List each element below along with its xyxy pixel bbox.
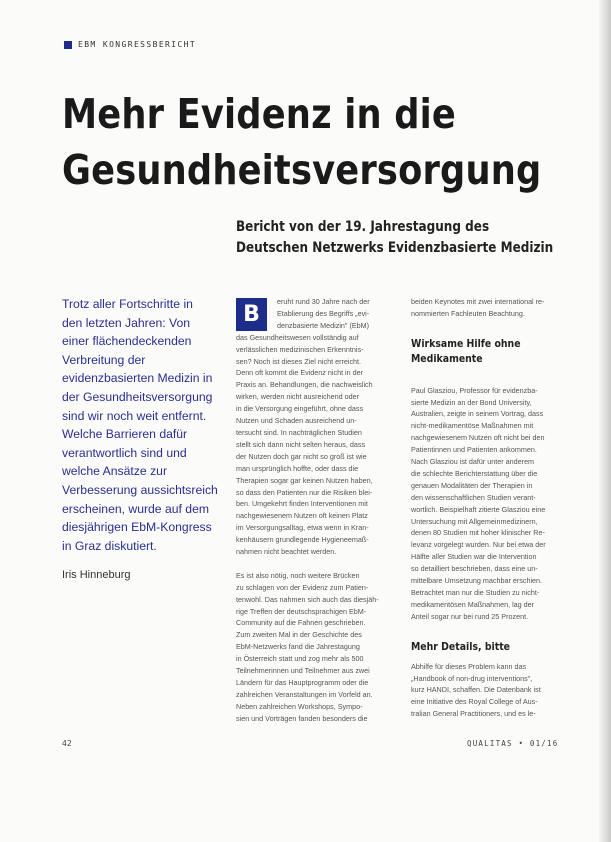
body-text-line: rige Treffen der deutschsprachigen EbM- xyxy=(236,606,367,616)
body-text-line: Anteil sogar nur bei rund 25 Prozent. xyxy=(411,611,529,621)
body-text-line: der Nutzen doch gar nicht so groß ist wie xyxy=(236,451,367,461)
paragraph-gap xyxy=(411,373,571,385)
kicker-label: EBM KONGRESSBERICHT xyxy=(78,40,197,49)
body-text-line: zu schlagen von der Evidenz zum Patien- xyxy=(236,582,369,592)
body-text-line: Teilnehmerinnen und Teilnehmer aus zwei xyxy=(236,666,370,676)
body-text-line: Nach Glasziou ist dafür unter anderem xyxy=(411,457,535,467)
body-text-line: Praxis an. Behandlungen, die nachweislich xyxy=(236,380,373,390)
body-text-line: eine Initiative des Royal College of Aus- xyxy=(411,697,538,707)
body-text-line: genauen Modalitäten der Therapien in xyxy=(411,480,533,490)
lead-text-line: der Gesundheitsversorgung xyxy=(62,389,213,404)
blue-square-icon xyxy=(64,41,72,49)
body-text-line: Untersuchung mit Allgemeinmedizinern, xyxy=(411,516,538,526)
body-text-line: Ländern für das Hauptprogramm oder die xyxy=(236,677,369,687)
lead-text-line: den letzten Jahren: Von xyxy=(62,315,191,330)
article-subheadline xyxy=(236,217,568,259)
body-text-line: das Gesundheitswesen vollständig auf xyxy=(236,332,359,342)
body-column-2 xyxy=(411,296,571,720)
body-text-line: tralian General Practitioners, und es le- xyxy=(411,709,536,719)
body-text-line: stellt sich dann nicht selten heraus, dass xyxy=(236,439,366,449)
dropcap-letter: B xyxy=(236,298,267,331)
body-text-line: nachgewiesenem Nutzen oft nicht bei den xyxy=(411,433,545,443)
body-text-line: Betrachtet man nur die Studien zu nicht- xyxy=(411,588,540,597)
body-text-line: Neben zahlreichen Workshops, Sympo- xyxy=(236,701,363,711)
body-text-line: sen? Noch ist dieses Ziel nicht erreicht. xyxy=(236,356,362,366)
body-text-line: in die Versorgung eingeführt, ohne dass xyxy=(236,404,364,414)
body-text-line: die schlechte Berichterstattung über die xyxy=(411,468,538,478)
body-text-line: Paul Glasziou, Professor für evidenzba- xyxy=(411,385,538,395)
body-text-line: zahlreichen Veranstaltungen im Vorfeld an. xyxy=(236,689,373,699)
lead-text-line: diesjährigen EbM-Kongress xyxy=(62,520,212,535)
body-text-line: sien und Vorträgen fanden besonders die xyxy=(236,713,368,723)
author-name: Iris Hinneburg xyxy=(62,569,131,581)
body-text-line: nachgewiesenem Nutzen oft keinen Platz xyxy=(236,511,368,521)
page-number: 42 xyxy=(62,739,72,748)
body-text-line: man ursprünglich hoffte, oder dass die xyxy=(236,463,359,473)
body-text-line: kurz HANDI, schaffen. Die Datenbank ist xyxy=(411,685,541,695)
lead-text-line: evidenzbasierten Medizin in xyxy=(62,371,213,386)
paragraph-gap xyxy=(236,558,400,570)
body-text-line: Zum zweiten Mal in der Geschichte des xyxy=(236,630,362,640)
paragraph-gap xyxy=(411,320,571,332)
lead-text-line: Welche Barrieren dafür xyxy=(62,427,188,442)
lead-text-line: verantwortlich sind und xyxy=(62,445,187,460)
lead-text-line: Verbesserung aussichtsreich xyxy=(62,482,218,497)
body-text-line: im Versorgungsalltag, etwa wenn in Kran- xyxy=(236,523,369,533)
body-text-line: den wissenschaftlichen Studien verant- xyxy=(411,492,536,502)
body-text-line: Denn oft kommt die Evidenz nicht in der xyxy=(236,368,364,378)
body-text-line: Nutzen und Schaden ausreichend un- xyxy=(236,416,357,426)
body-text-line: Australien, zeigte in seinem Vortrag, dass xyxy=(411,409,544,419)
body-text-line: levanz vorgelegt wurden. Nur bei etwa der xyxy=(411,540,546,550)
body-text-line: tersucht sind. In nachträglichen Studien xyxy=(236,427,362,437)
body-text-line: nommierten Fachleuten Beachtung. xyxy=(411,308,525,318)
body-column-1 xyxy=(236,296,400,725)
body-text-line: so detailliert beschrieben, dass eine un- xyxy=(411,564,538,574)
body-text-line: verlässlichen medizinischen Erkenntnis- xyxy=(236,344,364,354)
body-text-line: Therapien sogar gar keinen Nutzen haben, xyxy=(236,475,373,485)
paragraph-gap xyxy=(411,623,571,635)
lead-text-line: in Graz diskutiert. xyxy=(62,538,157,553)
section-heading-1a: Wirksame Hilfe ohne xyxy=(411,336,521,350)
dropcap-text-line: eruht rund 30 Jahre nach der xyxy=(277,297,370,306)
section-heading-2: Mehr Details, bitte xyxy=(411,639,511,653)
body-text-line: wirken, werden nicht ausreichend oder xyxy=(236,392,360,402)
body-text-line: Patientinnen und Patienten ankommen. xyxy=(411,445,537,455)
subhead-line-2: Deutschen Netzwerks Evidenzbasierte Medizin xyxy=(236,240,554,256)
body-text-line: ben. Umgekehrt finden Interventionen mit xyxy=(236,499,368,509)
lead-text-line: einer flächendeckenden xyxy=(62,334,192,349)
headline-line-2: Gesundheitsversorgung xyxy=(62,146,542,194)
lead-text-line: sind wir noch weit entfernt. xyxy=(62,408,207,423)
body-text-line: Hälfte aller Studien war die Intervention xyxy=(411,552,537,562)
journal-issue: QUALITAS • 01/16 xyxy=(467,739,559,748)
body-text-line: sierte Medizin an der Bond University, xyxy=(411,397,532,407)
body-text-line: beiden Keynotes mit zwei international re- xyxy=(411,297,545,306)
dropcap-text-line: denzbasierte Medizin" (EbM) xyxy=(277,320,370,330)
body-text-line: wortlich. Beispielhaft zitierte Glasziou eine xyxy=(411,504,546,514)
subhead-line-1: Bericht von der 19. Jahrestagung des xyxy=(236,219,490,235)
body-text-line: tenwohl. Das nahmen sich auch das diesjäh- xyxy=(236,594,379,604)
body-text-line: denen 80 Studien mit hoher klinischer Re- xyxy=(411,528,545,538)
lead-text-line: Verbreitung der xyxy=(62,352,146,367)
section-kicker xyxy=(64,40,196,49)
section-heading-1b: Medikamente xyxy=(411,351,483,365)
body-text-line: Es ist also nötig, noch weitere Brücken xyxy=(236,570,360,580)
body-text-line: Community auf die Fahnen geschrieben. xyxy=(236,618,366,628)
lead-paragraph xyxy=(62,295,232,555)
body-text-line: so dass den Patienten nur die Risiken blei- xyxy=(236,487,373,497)
body-text-line: Abhilfe für dieses Problem kann das xyxy=(411,661,527,671)
article-headline xyxy=(62,86,542,198)
lead-text-line: Trotz aller Fortschritte in xyxy=(62,297,193,311)
body-text-line: mittelbare Umsetzung machbar erschien. xyxy=(411,576,543,586)
body-text-line: „Handbook of non-drug interventions", xyxy=(411,673,533,683)
body-text-line: in Österreich statt und zog mehr als 500 xyxy=(236,654,364,664)
body-text-line: kenhäusern grundlegende Hygieneemaß- xyxy=(236,535,369,545)
page-edge-shadow xyxy=(599,0,611,842)
headline-line-1: Mehr Evidenz in die xyxy=(62,90,456,138)
body-text-line: EbM-Netzwerks fand die Jahrestagung xyxy=(236,642,360,652)
dropcap-text-line: Etablierung des Begriffs „evi- xyxy=(277,308,370,318)
lead-text-line: welche Ansätze zur xyxy=(62,464,168,479)
body-text-line: medikamentösen Maßnahmen, lag der xyxy=(411,599,535,609)
lead-text-line: erscheinen, wurde auf dem xyxy=(62,501,210,516)
body-text-line: nahmen nicht beachtet werden. xyxy=(236,547,337,557)
body-text-line: nicht-medikamentöse Maßnahmen mit xyxy=(411,421,534,431)
